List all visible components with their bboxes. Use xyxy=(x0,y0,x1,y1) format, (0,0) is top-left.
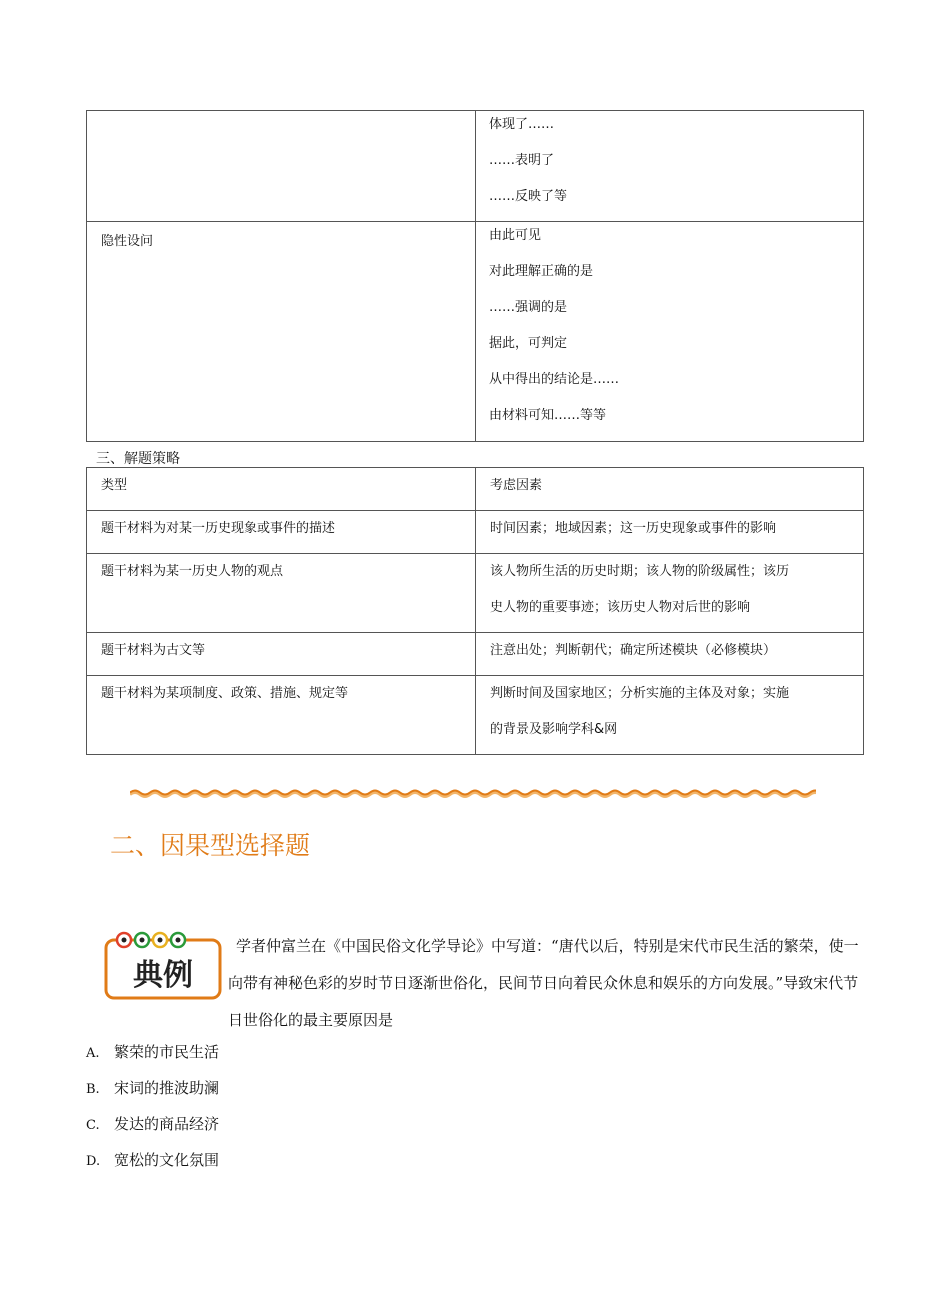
question-type-table xyxy=(86,110,864,442)
table-row xyxy=(87,633,864,676)
table-cell xyxy=(87,554,476,633)
option-letter: B. xyxy=(86,1082,100,1097)
cell-line: 由此可见 xyxy=(489,228,542,243)
strategy-table xyxy=(86,467,864,755)
table-header-cell xyxy=(87,468,476,511)
table-cell xyxy=(87,676,476,755)
option-letter: C. xyxy=(86,1118,100,1133)
table1-row2-left xyxy=(87,222,476,442)
option-d[interactable] xyxy=(86,1148,219,1174)
row-factors: 注意出处；判断朝代；确定所述模块（必修模块） xyxy=(490,643,777,658)
option-text: 发达的商品经济 xyxy=(114,1115,220,1133)
cell-line: 由材料可知……等等 xyxy=(489,408,607,423)
header-type: 类型 xyxy=(101,478,128,493)
option-text: 繁荣的市民生活 xyxy=(114,1043,220,1061)
cell-line: 对此理解正确的是 xyxy=(489,264,594,279)
table-row xyxy=(87,511,864,554)
option-a[interactable] xyxy=(86,1040,219,1066)
cell-line: ……强调的是 xyxy=(489,300,568,315)
table-cell xyxy=(87,633,476,676)
table-cell xyxy=(476,676,864,755)
option-b[interactable] xyxy=(86,1076,219,1102)
row-factors: 时间因素；地域因素；这一历史现象或事件的影响 xyxy=(490,521,777,536)
table-header-row xyxy=(87,468,864,511)
table-header-cell xyxy=(476,468,864,511)
badge-label: 典例 xyxy=(133,958,193,993)
cell-line: 据此，可判定 xyxy=(489,336,568,351)
cell-line: 体现了…… xyxy=(489,117,555,132)
row-type: 题干材料为对某一历史现象或事件的描述 xyxy=(101,521,336,536)
option-text: 宽松的文化氛围 xyxy=(114,1151,220,1169)
row-factors: 的背景及影响学科&网 xyxy=(490,722,618,737)
table1-row2-right xyxy=(476,222,864,442)
row-type: 题干材料为某一历史人物的观点 xyxy=(101,564,284,579)
section-heading-strategy: 三、解题策略 xyxy=(96,451,180,467)
cell-line: ……反映了等 xyxy=(489,189,568,204)
table1-row1-right xyxy=(476,111,864,222)
row-type: 题干材料为古文等 xyxy=(101,643,206,658)
table-cell xyxy=(476,554,864,633)
row-factors: 该人物所生活的历史时期；该人物的阶级属性；该历 xyxy=(490,564,790,579)
table1-row1-left xyxy=(87,111,476,222)
question-stem: 学者仲富兰在《中国民俗文化学导论》中写道：“唐代以后，特别是宋代市民生活的繁荣，使一向带有神秘色彩的岁时节日逐渐世俗化，民间节日向着民众休息和娱乐的方向发展。”导致宋代节日世俗化的最主要原因是 xyxy=(228,937,859,1029)
cell-line: 从中得出的结论是…… xyxy=(489,372,620,387)
option-letter: A. xyxy=(86,1046,100,1061)
table-row xyxy=(87,554,864,633)
table-cell xyxy=(87,511,476,554)
wavy-divider xyxy=(130,786,816,800)
row-factors: 判断时间及国家地区；分析实施的主体及对象；实施 xyxy=(490,686,790,701)
cell-line: ……表明了 xyxy=(489,153,555,168)
header-factors: 考虑因素 xyxy=(490,478,543,493)
section-heading-causal: 二、因果型选择题 xyxy=(110,831,311,860)
option-text: 宋词的推波助澜 xyxy=(114,1079,220,1097)
option-letter: D. xyxy=(86,1154,101,1169)
implicit-question-label: 隐性设问 xyxy=(101,234,154,249)
table-cell xyxy=(476,633,864,676)
option-c[interactable] xyxy=(86,1112,219,1138)
example-badge-icon xyxy=(104,930,222,1000)
row-type: 题干材料为某项制度、政策、措施、规定等 xyxy=(101,686,349,701)
table-cell xyxy=(476,511,864,554)
row-factors: 史人物的重要事迹；该历史人物对后世的影响 xyxy=(490,600,751,615)
table-row xyxy=(87,676,864,755)
